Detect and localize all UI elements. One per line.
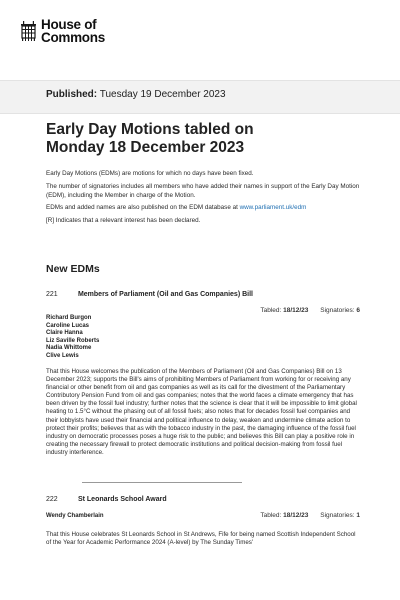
motion-text: That this House celebrates St Leonards School in St Andrews, Fife for being named Scottish Independent School of the Year for Academic Performance 2024 (A-level) by The Sunday Times' bbox=[46, 531, 356, 547]
motion-heading bbox=[46, 496, 167, 503]
logo-wordmark bbox=[41, 18, 105, 44]
house-of-commons-logo bbox=[20, 18, 105, 44]
motion-text: That this House welcomes the publication of the Members of Parliament (Oil and Gas Companies) Bill on 13 December 2023; supports the Bill's aims of prohibiting Members of Parliament from working for or receiving any financial or other benefit from oil and gas companies as well as its call for the divestment of the Parliamentary Contributory Pension Fund from oil and gas companies; notes that the world faces a climate emergency that has been driven by the fossil fuel industry; further notes that the science is clear that it will be impossible to limit global heating to 1.5°C without the phasing out of all fossil fuels; also notes that for decades fossil fuel companies and their lobbyists have used their financial and political influence to delay, weaken and undermine climate action to protect their profits; believes that as with the tobacco industry in the past, the damaging influence of the fossil fuel industry on democratic processes poses a huge risk to the public; and believes this Bill can play a positive role in creating the necessary firewall to protect democratic institutions and political decision-making from fossil fuel industry interference. bbox=[46, 368, 357, 456]
motion-number: 222 bbox=[46, 496, 58, 503]
member-name: Claire Hanna bbox=[46, 330, 83, 337]
title-line-2: Monday 18 December 2023 bbox=[46, 139, 245, 156]
motion-members bbox=[46, 315, 99, 361]
motion-members bbox=[46, 513, 104, 521]
tabled-date: 18/12/23 bbox=[283, 512, 309, 519]
published-value: Tuesday 19 December 2023 bbox=[99, 89, 226, 100]
motion-meta bbox=[260, 307, 360, 314]
member-name: Nadia Whittome bbox=[46, 345, 92, 352]
signatories-count: 6 bbox=[356, 307, 360, 314]
intro-text bbox=[46, 170, 366, 230]
member-name: Caroline Lucas bbox=[46, 322, 90, 329]
logo-line-1: House of bbox=[41, 17, 97, 32]
intro-paragraph-2: The number of signatories includes all members who have added their names in support of the Early Day Motion (EDM), including the Member in charge of the Motion. bbox=[46, 182, 360, 199]
intro-paragraph-4: [R] Indicates that a relevant interest has been declared. bbox=[46, 217, 201, 225]
motion-title: Members of Parliament (Oil and Gas Companies) Bill bbox=[77, 291, 253, 298]
intro-paragraph-3 bbox=[46, 204, 366, 213]
member-name: Wendy Chamberlain bbox=[46, 513, 104, 519]
edm-database-link[interactable]: www.parliament.uk/edm bbox=[239, 204, 307, 212]
signatories-label: Signatories: bbox=[320, 307, 355, 314]
section-title: New EDMs bbox=[46, 263, 100, 275]
intro-paragraph-1: Early Day Motions (EDMs) are motions for which no days have been fixed. bbox=[46, 170, 254, 177]
tabled-date: 18/12/23 bbox=[283, 307, 309, 314]
motion-heading bbox=[46, 291, 253, 298]
portcullis-icon bbox=[20, 19, 37, 43]
motion-divider bbox=[82, 482, 242, 483]
member-name: Liz Saville Roberts bbox=[46, 337, 100, 344]
page-title bbox=[46, 121, 366, 157]
motion-meta bbox=[260, 512, 360, 519]
logo-line-2: Commons bbox=[41, 30, 105, 45]
tabled-label: Tabled: bbox=[260, 512, 282, 519]
tabled-label: Tabled: bbox=[260, 307, 282, 314]
member-name: Clive Lewis bbox=[46, 352, 79, 359]
published-date bbox=[46, 89, 226, 100]
intro-paragraph-3-text: EDMs and added names are also published on the EDM database at bbox=[46, 204, 240, 212]
signatories-count: 1 bbox=[356, 512, 360, 519]
title-line-1: Early Day Motions tabled on bbox=[46, 121, 254, 138]
motion-number: 221 bbox=[46, 291, 58, 298]
published-label: Published: bbox=[46, 89, 98, 100]
signatories-label: Signatories: bbox=[320, 512, 355, 519]
motion-title: St Leonards School Award bbox=[77, 496, 167, 503]
member-name: Richard Burgon bbox=[46, 315, 92, 321]
